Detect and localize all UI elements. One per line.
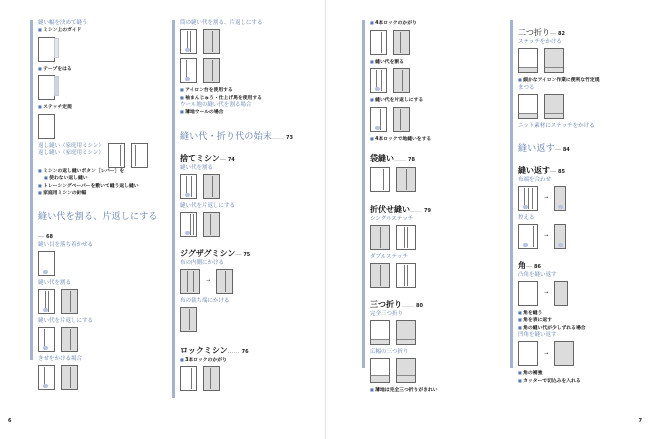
toc-bullet[interactable]: ■ 袖まんじゅう・仕上げ馬を使用する — [180, 95, 312, 103]
figure-row — [518, 341, 640, 366]
group-title: 角 — [518, 259, 526, 270]
group-title: ロックミシン — [180, 344, 228, 355]
diagram-figure — [518, 48, 538, 73]
diagram-figure — [518, 186, 538, 211]
arrow-icon: → — [544, 195, 549, 201]
toc-bullet[interactable]: ■ ミシン上のガイド — [38, 27, 160, 35]
group-heading[interactable]: 縫い返す― 85 — [518, 164, 565, 175]
figure-row — [38, 289, 160, 314]
toc-sub[interactable]: 縫い目を落ち着かせる — [38, 241, 94, 248]
group-heading[interactable]: 折伏せ縫い…… 79 — [370, 204, 431, 214]
diagram-figure — [396, 167, 416, 192]
figure-row — [518, 224, 640, 249]
toc-column-4 — [510, 20, 640, 385]
toc-sub[interactable]: 筒の縫い代を割る、片返しにする — [180, 20, 263, 26]
toc-sub[interactable]: 布端を合わせ — [518, 176, 552, 183]
toc-sub[interactable]: 縫い幅を決めて縫う — [38, 20, 88, 26]
figure-row — [38, 251, 160, 276]
group-heading[interactable]: ロックミシン…… 76 — [180, 344, 249, 355]
figure-row — [518, 48, 640, 73]
figure-row — [518, 94, 640, 119]
page-ref: 82 — [558, 31, 565, 37]
diagram-figure — [38, 251, 55, 276]
diagram-figure — [370, 68, 387, 93]
toc-sub[interactable]: 完全三つ折り — [370, 311, 404, 317]
page-ref: 84 — [562, 146, 570, 153]
group-title: 捨てミシン — [180, 152, 220, 163]
group-heading[interactable]: ジグザグミシン― 75 — [180, 247, 251, 258]
diagram-figure — [203, 58, 220, 83]
toc-bullet[interactable]: ■ アイロン台を使用する — [180, 87, 312, 95]
toc-column-3 — [362, 20, 497, 395]
group-heading[interactable]: 二つ折り― 82 — [518, 28, 565, 37]
toc-bullet[interactable]: ■ 3本ロックのかがり — [180, 357, 312, 365]
group-title: 袋縫い — [370, 153, 394, 163]
page-gutter — [325, 0, 326, 439]
diagram-figure — [518, 224, 538, 249]
toc-bullet[interactable]: ■ 縫い代を割る — [370, 59, 497, 67]
diagram-figure — [370, 358, 390, 383]
figure-row — [108, 143, 148, 168]
toc-bullet[interactable]: ■ ステッチ定規 — [38, 104, 160, 112]
diagram-figure — [203, 174, 220, 199]
toc-column-2 — [172, 20, 312, 395]
diagram-figure — [554, 224, 566, 249]
section-heading[interactable]: 縫い返す― 84 — [518, 143, 570, 154]
diagram-figure — [38, 114, 55, 139]
diagram-figure — [393, 107, 410, 132]
group-title: 縫い返す — [518, 164, 550, 175]
section-heading[interactable]: 縫い代を割る、片返しにする― 68 — [38, 211, 158, 240]
toc-bullet[interactable]: ■ 4本ロックのかがり — [370, 20, 497, 28]
arrow-icon: → — [544, 290, 549, 296]
arrow-icon: → — [206, 278, 211, 284]
backstitch-block — [38, 143, 160, 168]
group-heading[interactable]: 捨てミシン― 74 — [180, 152, 235, 163]
page-ref: 85 — [558, 168, 565, 175]
toc-bullet[interactable]: ■ 細かなアイロン作業に便利な竹定規 — [518, 77, 640, 85]
toc-bullet[interactable]: ■ ミシンの返し縫いボタン［レバー］を — [38, 168, 160, 176]
toc-sub[interactable]: ウール地の縫い代を割る場合 — [180, 102, 252, 108]
page-number-right: 7 — [638, 418, 642, 424]
diagram-figure — [370, 30, 387, 55]
toc-bullet[interactable]: ■ 角の補強 — [518, 370, 640, 378]
page-ref: 80 — [416, 303, 423, 309]
diagram-figure — [180, 212, 197, 237]
toc-sub[interactable]: きせをかける場合 — [38, 355, 83, 362]
diagram-figure — [544, 48, 564, 73]
figure-row — [180, 307, 312, 332]
figure-row — [370, 68, 497, 93]
diagram-figure — [396, 263, 416, 288]
section-title: 縫い返す — [518, 143, 555, 154]
diagram-figure — [61, 327, 78, 352]
toc-bullet[interactable]: ■ 縫い代を片返しにする — [370, 97, 497, 105]
toc-sub[interactable]: 広幅の三つ折り — [370, 349, 409, 355]
toc-sub[interactable]: 返し縫い（家庭用ミシン） — [38, 142, 104, 149]
toc-bullet[interactable]: ■ トレーシングペーパーを敷いて縫う返し縫い — [38, 183, 160, 191]
page-number-left: 6 — [8, 418, 12, 424]
diagram-figure — [180, 307, 197, 332]
figure-row — [370, 225, 497, 250]
page-ref: 68 — [46, 233, 53, 240]
group-heading[interactable]: 袋縫い…… 78 — [370, 153, 415, 163]
toc-sub[interactable]: シングルステッチ — [370, 216, 414, 222]
diagram-figure — [180, 58, 197, 83]
column-bar — [510, 20, 513, 368]
figure-row — [370, 263, 497, 288]
arrow-icon: → — [544, 233, 549, 239]
figure-row — [38, 114, 160, 139]
column-bar — [172, 20, 175, 398]
diagram-figure — [393, 30, 410, 55]
figure-row — [180, 174, 312, 199]
figure-row — [370, 320, 497, 345]
toc-bullet[interactable]: ■ 4本ロックで地縫いをする — [370, 136, 497, 144]
diagram-figure — [396, 358, 416, 383]
diagram-figure — [38, 327, 55, 352]
column-bar — [362, 20, 365, 368]
diagram-figure — [203, 29, 220, 54]
figure-row — [370, 358, 497, 383]
toc-sub[interactable]: ニット素材にステッチをかける — [518, 122, 595, 129]
toc-sub[interactable]: 凹角を縫い返す — [518, 332, 557, 338]
group-heading[interactable]: 三つ折り…… 80 — [370, 299, 423, 309]
toc-sub[interactable]: 縫い代を片返しにする — [180, 202, 236, 209]
toc-bullet[interactable]: ■ 角を表に返す — [518, 317, 640, 325]
figure-row — [38, 327, 160, 352]
toc-column-1 — [30, 20, 160, 394]
toc-bullet[interactable]: ■ 角の縫い代が少しずれる場合 — [518, 325, 640, 333]
diagram-figure — [203, 366, 220, 391]
diagram-figure — [38, 289, 55, 314]
diagram-figure — [180, 29, 197, 54]
toc-sub[interactable]: 返し縫い（家庭用ミシン） — [38, 149, 104, 156]
column-bar — [30, 20, 33, 360]
diagram-figure — [393, 68, 410, 93]
diagram-figure — [518, 281, 538, 306]
arrow-icon: → — [544, 350, 549, 357]
toc-sub[interactable]: 縫い代を片返しにする — [38, 317, 94, 324]
figure-row — [518, 186, 640, 211]
diagram-figure — [180, 174, 197, 199]
page-ref: 73 — [286, 134, 293, 141]
diagram-figure — [370, 167, 390, 192]
diagram-figure — [554, 186, 566, 211]
diagram-figure — [370, 263, 390, 288]
page-ref: 86 — [534, 263, 541, 270]
diagram-figure — [108, 143, 125, 168]
toc-bullet[interactable]: ■ 薄地は完全三つ折りがきれい — [370, 387, 497, 395]
toc-sub[interactable]: 凸角を縫い返す — [518, 271, 557, 278]
toc-sub[interactable]: ステッチをかける — [518, 39, 562, 45]
toc-bullet[interactable]: ■ 角を縫う — [518, 310, 640, 318]
diagram-figure — [518, 94, 538, 119]
diagram-figure — [38, 37, 55, 62]
diagram-figure — [370, 225, 390, 250]
figure-row — [38, 365, 160, 390]
page-ref: 78 — [408, 157, 415, 163]
diagram-figure — [38, 365, 55, 390]
figure-row — [180, 269, 312, 294]
toc-sub[interactable]: 縫い代を割る — [180, 164, 214, 171]
diagram-figure — [396, 225, 416, 250]
toc-sub[interactable]: 布の裁ち端にかける — [180, 297, 230, 304]
figure-row — [518, 281, 640, 306]
diagram-figure — [203, 212, 220, 237]
figure-row — [370, 107, 497, 132]
toc-sub[interactable]: まつる — [518, 84, 535, 91]
toc-sub[interactable]: 布の内側にかける — [180, 259, 225, 266]
diagram-figure — [61, 365, 78, 390]
section-title: 縫い代を割る、片返しにする — [38, 211, 158, 222]
figure-row — [180, 212, 312, 237]
toc-bullet[interactable]: ■ 家庭用ミシンの針幅 — [38, 190, 160, 198]
toc-sub[interactable]: ダブルステッチ — [370, 254, 409, 260]
figure-row — [38, 75, 160, 100]
figure-row — [370, 167, 497, 192]
section-title: 縫い代・折り代の始末 — [180, 131, 273, 142]
diagram-figure — [216, 269, 233, 294]
figure-row — [180, 366, 312, 391]
toc-sub[interactable]: 縫い代を割る — [38, 279, 72, 286]
toc-bullet[interactable]: ■ テープをはる — [38, 66, 160, 74]
page-ref: 74 — [227, 156, 235, 163]
figure-row — [38, 37, 160, 62]
figure-row — [180, 58, 312, 83]
figure-row — [370, 30, 497, 55]
group-title: 三つ折り — [370, 299, 402, 309]
toc-bullet[interactable]: ■ カッターで切込みを入れる — [518, 378, 640, 386]
toc-bullet-cont[interactable]: ■ 使わない返し縫い — [38, 175, 160, 183]
diagram-figure — [396, 320, 416, 345]
diagram-figure — [370, 320, 390, 345]
section-heading[interactable]: 縫い代・折り代の始末…… 73 — [180, 131, 293, 142]
diagram-figure — [131, 143, 148, 168]
diagram-figure — [180, 366, 197, 391]
diagram-figure — [544, 94, 564, 119]
diagram-figure — [554, 281, 568, 306]
diagram-figure — [180, 269, 200, 294]
diagram-figure — [518, 341, 538, 366]
group-title: ジグザグミシン — [180, 247, 236, 258]
figure-row — [180, 29, 312, 54]
toc-sub[interactable]: 控える — [518, 214, 535, 221]
group-title: 二つ折り — [518, 28, 550, 37]
group-heading[interactable]: 角― 86 — [518, 259, 541, 270]
diagram-figure — [61, 289, 78, 314]
diagram-figure — [38, 75, 55, 100]
group-title: 折伏せ縫い — [370, 204, 410, 214]
diagram-figure — [370, 107, 387, 132]
page-ref: 79 — [424, 208, 431, 214]
toc-bullet[interactable]: ■ 薄地ウールの場合 — [180, 109, 312, 117]
page-ref: 75 — [243, 251, 251, 258]
page-ref: 76 — [241, 348, 249, 355]
diagram-figure — [554, 341, 574, 366]
